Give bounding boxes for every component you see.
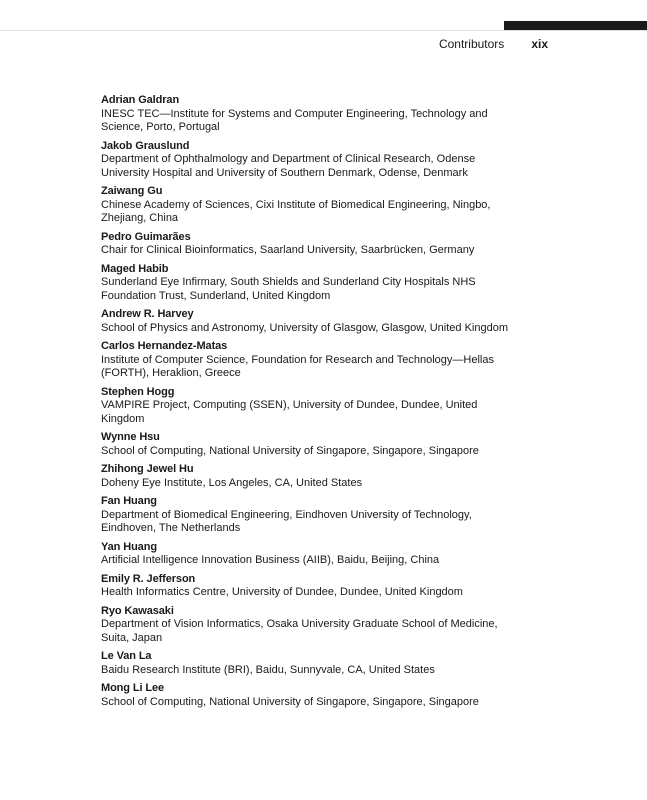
contributor-affiliation: Baidu Research Institute (BRI), Baidu, Sunnyvale, CA, United States <box>101 663 435 676</box>
contributor-affiliation: Chair for Clinical Bioinformatics, Saarland University, Saarbrücken, Germany <box>101 244 475 256</box>
header-rule <box>0 30 647 31</box>
contributor-affiliation: Health Informatics Centre, University of Dundee, Dundee, United Kingdom <box>101 586 463 598</box>
contributor-affiliation: VAMPIRE Project, Computing (SSEN), University of Dundee, Dundee, United Kingdom <box>101 399 478 425</box>
contributor-name: Jakob Grauslund <box>101 139 190 152</box>
contributor-affiliation: Department of Vision Informatics, Osaka University Graduate School of Medicine, Suita, Japan <box>101 618 498 644</box>
contributor-affiliation: Chinese Academy of Sciences, Cixi Institute of Biomedical Engineering, Ningbo, Zhejiang, China <box>101 198 491 224</box>
contributor-affiliation: Artificial Intelligence Innovation Business (AIIB), Baidu, Beijing, China <box>101 554 440 566</box>
contributor-entry <box>101 340 521 381</box>
contributor-affiliation: School of Physics and Astronomy, University of Glasgow, Glasgow, United Kingdom <box>101 321 508 334</box>
contributor-affiliation: Institute of Computer Science, Foundation for Research and Technology—Hellas (FORTH), Heraklion, Greece <box>101 353 494 379</box>
contributor-entry <box>101 605 521 646</box>
contributor-name: Pedro Guimarães <box>101 230 191 243</box>
contributor-entry <box>101 682 521 709</box>
contributor-name: Fan Huang <box>101 495 157 507</box>
contributor-affiliation: Doheny Eye Institute, Los Angeles, CA, United States <box>101 476 363 489</box>
contributor-name: Mong Li Lee <box>101 682 165 694</box>
contributor-entry <box>101 650 521 677</box>
contributor-entry <box>101 495 521 536</box>
page-number: xix <box>531 37 548 51</box>
contributor-entry <box>101 573 521 600</box>
contributor-entry <box>101 185 521 226</box>
contributor-name: Zhihong Jewel Hu <box>101 463 194 475</box>
contributor-entry <box>101 140 521 181</box>
contributor-name: Zaiwang Gu <box>101 185 163 197</box>
contributor-name: Stephen Hogg <box>101 385 175 398</box>
contributor-entry <box>101 463 521 490</box>
header-bar-decoration <box>504 21 647 30</box>
contributor-entry <box>101 263 521 304</box>
running-head <box>0 37 548 51</box>
contributor-affiliation: School of Computing, National University of Singapore, Singapore, Singapore <box>101 444 479 457</box>
contributor-name: Adrian Galdran <box>101 94 180 106</box>
contributor-name: Andrew R. Harvey <box>101 308 194 320</box>
contributor-affiliation: INESC TEC—Institute for Systems and Computer Engineering, Technology and Science, Porto, Portugal <box>101 107 488 133</box>
contributor-name: Yan Huang <box>101 540 157 553</box>
contributor-affiliation: Sunderland Eye Infirmary, South Shields and Sunderland City Hospitals NHS Foundation Trust, Sunderland, United Kingdom <box>101 276 476 302</box>
contributor-name: Emily R. Jefferson <box>101 572 196 585</box>
contributor-name: Ryo Kawasaki <box>101 604 174 617</box>
contributor-entry <box>101 308 521 335</box>
contributor-affiliation: School of Computing, National University of Singapore, Singapore, Singapore <box>101 695 479 708</box>
contributor-name: Wynne Hsu <box>101 431 160 443</box>
contributor-affiliation: Department of Ophthalmology and Department of Clinical Research, Odense University Hospital and University of Southern Denmark, Odense, Denmark <box>101 153 476 179</box>
contributor-affiliation: Department of Biomedical Engineering, Eindhoven University of Technology, Eindhoven, The Netherlands <box>101 508 472 534</box>
contributor-entry <box>101 541 521 568</box>
contributor-list <box>101 94 521 714</box>
contributor-entry <box>101 386 521 427</box>
contributor-entry <box>101 231 521 258</box>
contributor-name: Le Van La <box>101 650 152 662</box>
contributor-entry <box>101 431 521 458</box>
contributor-entry <box>101 94 521 135</box>
contributor-name: Maged Habib <box>101 262 169 275</box>
contributor-name: Carlos Hernandez-Matas <box>101 340 228 352</box>
section-title: Contributors <box>438 37 505 51</box>
